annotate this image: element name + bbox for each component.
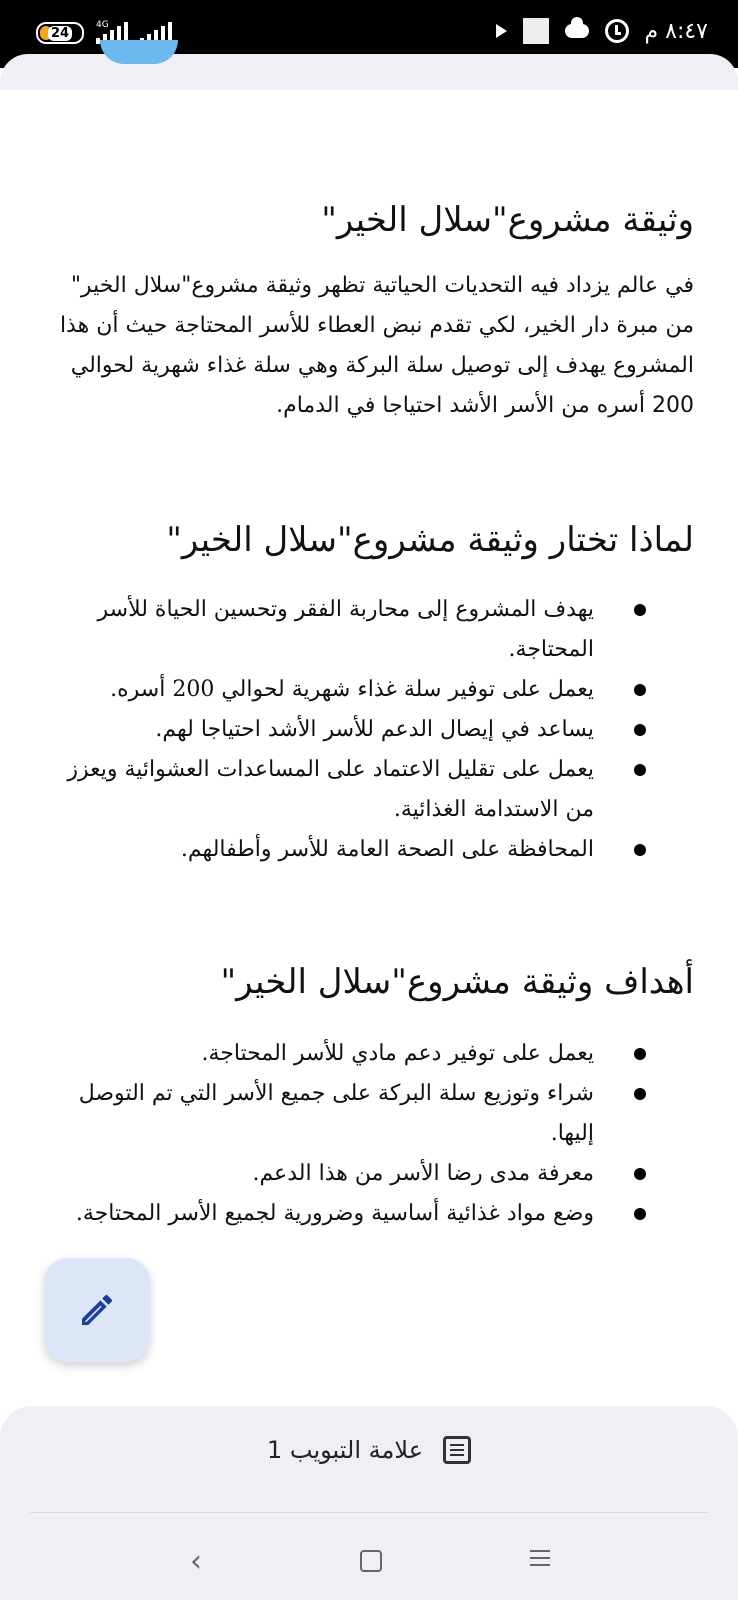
document-content xyxy=(40,90,694,1390)
alarm-icon xyxy=(605,19,629,43)
battery-level: 24 xyxy=(48,26,72,41)
list-item: يعمل على تقليل الاعتماد على المساعدات العشوائية ويعزز من الاستدامة الغذائية. xyxy=(40,750,694,830)
list-item: يعمل على توفير دعم مادي للأسر المحتاجة. xyxy=(40,1034,694,1074)
battery-icon xyxy=(36,22,84,44)
intro-paragraph: في عالم يزداد فيه التحديات الحياتية تظهر وثيقة مشروع"سلال الخير" من مبرة دار الخير، لكي تقدم نبض العطاء للأسر المحتاجة حيث أن هذا المشروع يهدف إلى توصيل سلة البركة وهي سلة غذاء شهرية لحوالي 200 أسره من الأسر الأشد احتياجا في الدمام. xyxy=(59,273,694,418)
list-item: يساعد في إيصال الدعم للأسر الأشد احتياجا لهم. xyxy=(40,710,694,750)
menu-icon[interactable] xyxy=(530,1550,550,1571)
why-title: لماذا تختار وثيقة مشروع"سلال الخير" xyxy=(166,520,694,560)
list-item: شراء وتوزيع سلة البركة على جميع الأسر التي تم التوصل إليها. xyxy=(40,1074,694,1154)
list-item: يهدف المشروع إلى محاربة الفقر وتحسين الحياة للأسر المحتاجة. xyxy=(40,590,694,670)
status-right xyxy=(496,18,709,44)
system-nav-bar xyxy=(0,1536,738,1586)
pencil-icon xyxy=(77,1290,117,1330)
tab-switcher[interactable] xyxy=(0,1420,738,1480)
scrolled-image-edge xyxy=(100,40,178,64)
home-icon[interactable] xyxy=(360,1550,382,1572)
cloud-icon xyxy=(565,24,589,38)
edit-button[interactable] xyxy=(44,1258,150,1362)
list-item: وضع مواد غذائية أساسية وضرورية لجميع الأسر المحتاجة. xyxy=(40,1194,694,1234)
play-store-icon xyxy=(496,24,507,38)
back-icon[interactable]: ‹ xyxy=(190,1544,202,1579)
divider xyxy=(30,1512,708,1513)
list-item: المحافظة على الصحة العامة للأسر وأطفالهم. xyxy=(40,830,694,870)
tab-label: علامة التبويب 1 xyxy=(267,1436,424,1464)
intro-title: وثيقة مشروع"سلال الخير" xyxy=(321,200,694,240)
clock: ٨:٤٧ م xyxy=(644,18,708,44)
tab-list-icon xyxy=(443,1436,471,1464)
goals-title: أهداف وثيقة مشروع"سلال الخير" xyxy=(220,962,694,1002)
why-list xyxy=(40,590,694,870)
notification-icon xyxy=(523,18,549,44)
list-item: معرفة مدى رضا الأسر من هذا الدعم. xyxy=(40,1154,694,1194)
bottom-bar xyxy=(0,1406,738,1600)
goals-list xyxy=(40,1034,694,1234)
list-item: يعمل على توفير سلة غذاء شهرية لحوالي 200 أسره. xyxy=(40,670,694,710)
network-type: 4G xyxy=(96,20,109,30)
